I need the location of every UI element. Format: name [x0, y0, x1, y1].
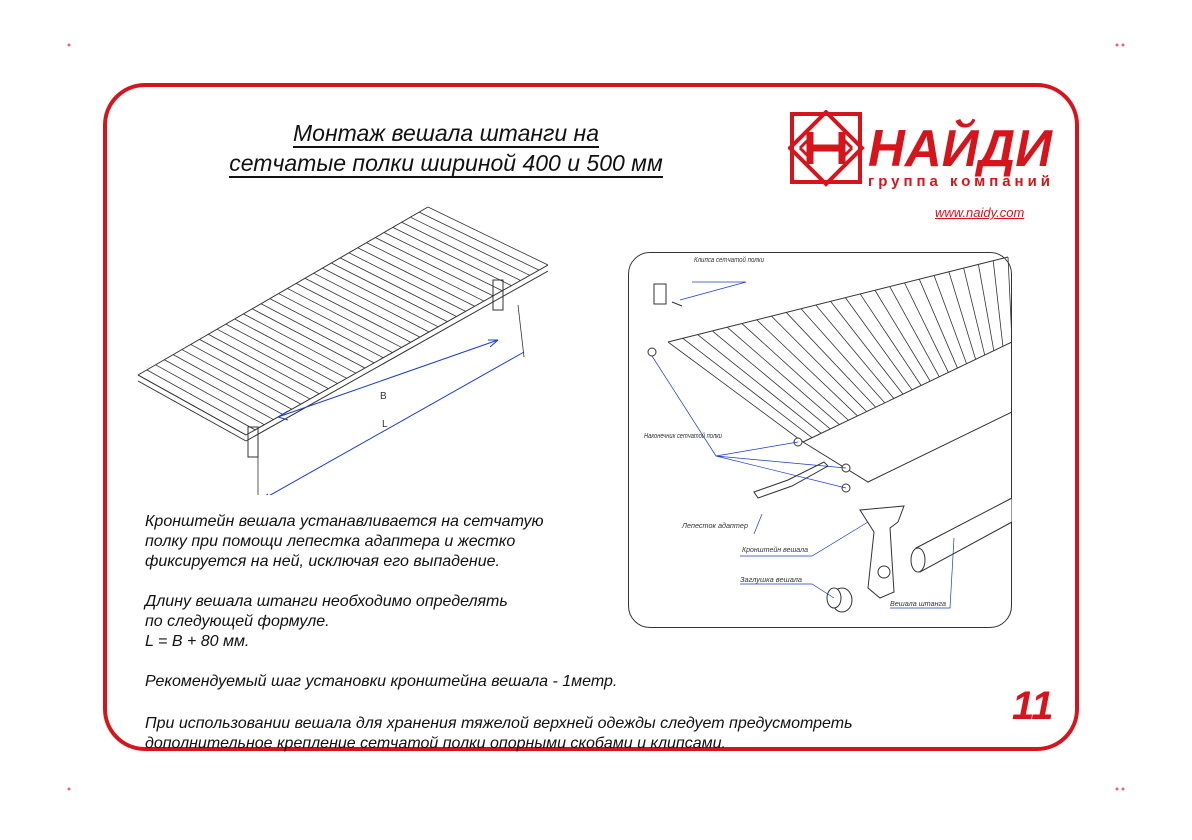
- plug-icon: [827, 588, 852, 612]
- shelf-wire: [208, 334, 319, 394]
- shelf-wire: [402, 222, 521, 280]
- paragraph-recommended-step: [145, 672, 617, 692]
- page-title: [196, 118, 696, 178]
- adapter-icon: [754, 462, 828, 498]
- shelf-wire: [270, 299, 383, 358]
- logo-name: НАЙДИ: [868, 120, 1056, 178]
- detail-shelf-wire: [890, 287, 940, 377]
- shelf-wire: [358, 248, 475, 306]
- shelf-wire: [191, 344, 301, 404]
- label-end-cap: Наконечник сетчатой полки: [644, 433, 739, 440]
- rod-icon: [911, 498, 1012, 572]
- detail-shelf-wire: [831, 301, 903, 394]
- detail-diagram: [628, 252, 1012, 628]
- label-adapter: Лепесток адаптер: [682, 523, 746, 530]
- dimension-lines: [258, 340, 524, 495]
- detail-shelf-wire: [949, 272, 976, 360]
- shelf-wire: [393, 227, 512, 285]
- shelf-wire: [305, 278, 420, 337]
- shelf-wire: [164, 360, 273, 420]
- dimension-l-label: L: [382, 419, 388, 430]
- text-line: Кронштейн вешала устанавливается на сетчатую: [145, 513, 544, 530]
- detail-shelf-wire: [860, 294, 921, 386]
- detail-shelf-wire: [993, 261, 1003, 347]
- detail-shelf-wire: [816, 305, 894, 398]
- label-rod: Вешала штанга: [890, 601, 947, 608]
- shelf-wire: [182, 350, 292, 410]
- website-link[interactable]: www.naidy.com: [935, 205, 1025, 220]
- text-line: Длину вешала штанги необходимо определять: [145, 593, 508, 610]
- detail-shelf-wire: [727, 327, 839, 424]
- shelf-wire: [384, 232, 502, 290]
- shelf-wire: [296, 283, 411, 342]
- shelf-wire: [349, 253, 466, 312]
- page-number: 11: [1012, 684, 1054, 728]
- shelf-wire: [410, 217, 529, 275]
- detail-shelf-wire: [786, 312, 875, 407]
- shelf-wire: [287, 288, 401, 347]
- shelf-wire: [366, 243, 483, 301]
- detail-shelf-wire: [698, 335, 822, 434]
- shelf-wire: [331, 263, 447, 322]
- shelf-wire: [226, 324, 338, 383]
- shelf-wire: [147, 370, 255, 430]
- clip-icon: [654, 284, 682, 306]
- detail-shelf-wire: [875, 290, 930, 381]
- logo-emblem-icon: [790, 112, 862, 184]
- shelf-wire: [235, 319, 347, 378]
- shelf-wire: [252, 309, 365, 368]
- paragraph-heavy-clothing: [145, 714, 852, 754]
- shelf-wire: [243, 314, 355, 373]
- shelf-wire: [279, 294, 393, 353]
- shelf-wire: [419, 212, 539, 270]
- shelf-wire: [340, 258, 456, 317]
- text-line: фиксируется на ней, исключая его выпадение.: [145, 553, 500, 570]
- label-plug: Заглушка вешала: [740, 577, 803, 584]
- detail-shelf-wire: [683, 338, 812, 437]
- detail-shelf-wire: [712, 331, 830, 429]
- shelf-wire: [314, 273, 429, 332]
- detail-shelf-wire: [742, 324, 849, 421]
- logo-subtitle: группа компаний: [868, 173, 1050, 190]
- title-line-2: сетчатые полки шириной 400 и 500 мм: [229, 150, 663, 176]
- shelf-wire: [173, 355, 282, 415]
- detail-shelf-wire: [668, 342, 803, 442]
- text-line: дополнительное крепление сетчатой полки опорными скобами и клипсами.: [145, 735, 726, 752]
- detail-shelf-wire: [845, 298, 912, 390]
- shelf-wire: [323, 268, 439, 327]
- title-line-1: Монтаж вешала штанги на: [293, 120, 599, 146]
- text-line: При использовании вешала для хранения тяжелой верхней одежды следует предусмотреть: [145, 715, 853, 732]
- text-line: полку при помощи лепестка адаптера и жестко: [145, 533, 516, 550]
- shelf-diagram: [128, 195, 548, 495]
- shelf-wire: [428, 207, 548, 265]
- label-bracket: Кронштейн вешала: [742, 547, 808, 554]
- shelf-wire: [156, 365, 265, 425]
- paragraph-rod-length: [145, 592, 508, 652]
- text-line: Рекомендуемый шаг установки кронштейна вешала - 1метр.: [145, 673, 618, 690]
- label-clip-line: Клипса сетчатой полки: [694, 257, 775, 264]
- formula: L = B + 80 мм.: [145, 633, 250, 650]
- shelf-wire: [217, 329, 328, 388]
- shelf-wire: [200, 339, 311, 399]
- detail-shelf-wire: [1008, 257, 1012, 342]
- text-line: по следующей формуле.: [145, 613, 330, 630]
- shelf-wire: [261, 304, 374, 363]
- dimension-b-label: B: [380, 391, 387, 402]
- company-logo: [788, 110, 1056, 196]
- shelf-wire: [375, 238, 493, 296]
- bracket-icon: [860, 506, 904, 598]
- paragraph-bracket-installation: [145, 512, 544, 572]
